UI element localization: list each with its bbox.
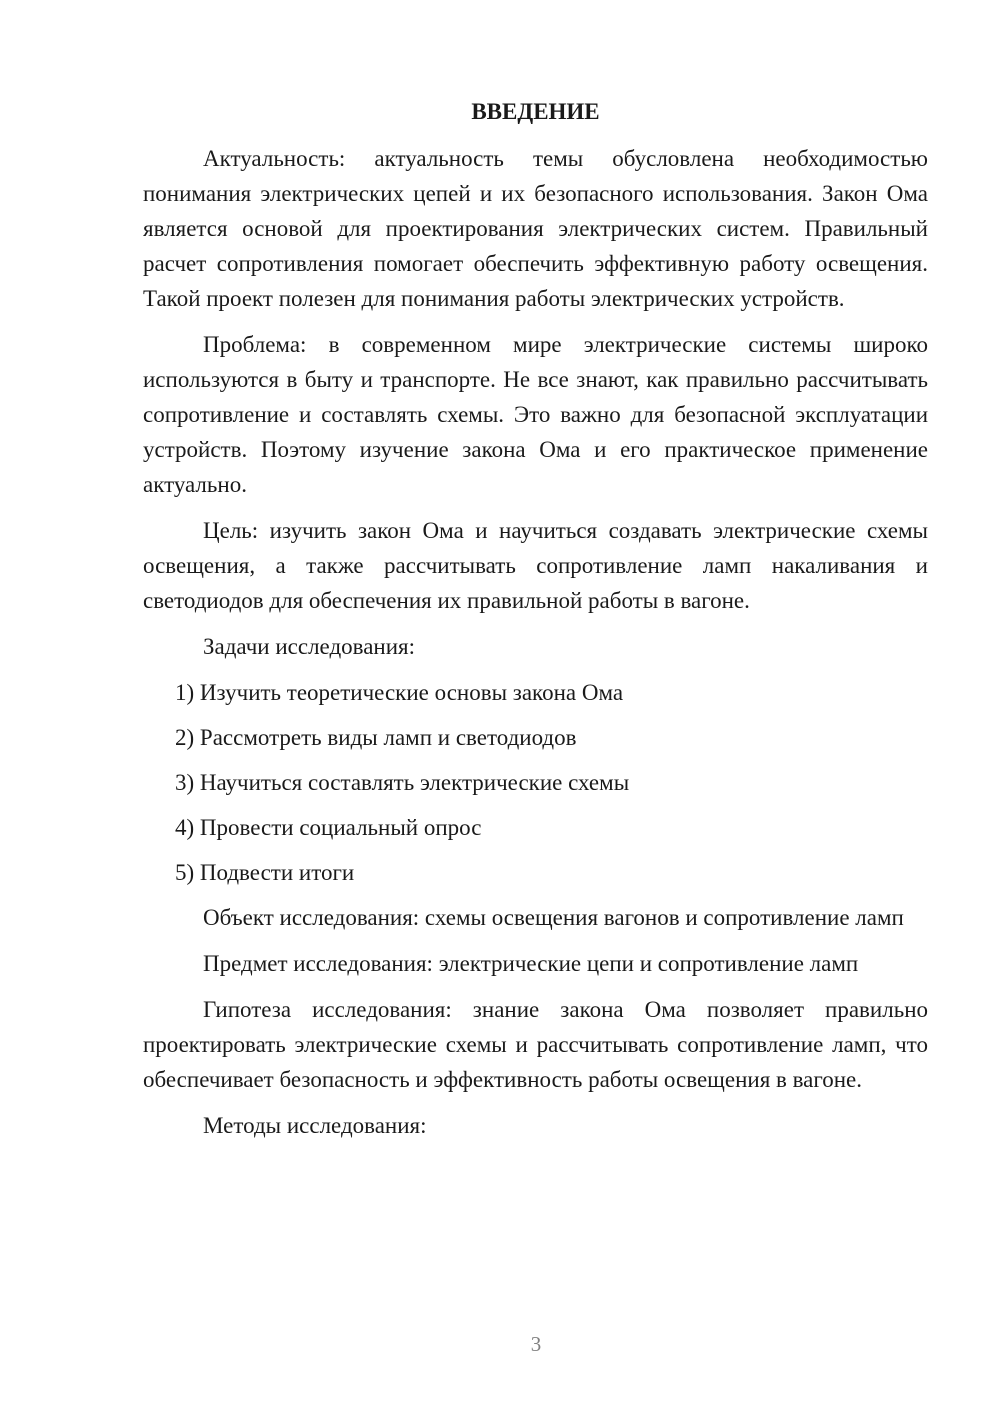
paragraph-hypothesis: Гипотеза исследования: знание закона Ома позволяет правильно проектировать электрические схемы и рассчитывать сопротивление ламп, что обеспечивает безопасность и эффективность работы освещения в вагоне. — [143, 997, 928, 1092]
task-item: 2) Рассмотреть виды ламп и светодиодов — [175, 725, 577, 750]
paragraph-subject: Предмет исследования: электрические цепи и сопротивление ламп — [203, 951, 859, 976]
task-item: 1) Изучить теоретические основы закона Ома — [175, 680, 624, 705]
paragraph-object: Объект исследования: схемы освещения вагонов и сопротивление ламп — [203, 905, 904, 930]
page-number: 3 — [530, 1332, 542, 1356]
paragraph-goal: Цель: изучить закон Ома и научиться создавать электрические схемы освещения, а также рассчитывать сопротивление ламп накаливания и светодиодов для обеспечения их правильной работы в вагоне. — [143, 518, 928, 613]
task-item: 4) Провести социальный опрос — [175, 815, 482, 840]
paragraph-relevance: Актуальность: актуальность темы обусловлена необходимостью понимания электрических цепей и их безопасного использования. Закон Ома является основой для проектирования электрических систем. Правильный расчет сопротивления помогает обеспечить эффективную работу освещения. Такой проект полезен для понимания работы электрических устройств. — [143, 146, 928, 311]
task-item: 3) Научиться составлять электрические схемы — [175, 770, 630, 795]
paragraph-methods: Методы исследования: — [203, 1113, 427, 1138]
paragraph-problem: Проблема: в современном мире электрические системы широко используются в быту и транспорте. Не все знают, как правильно рассчитывать сопротивление и составлять схемы. Это важно для безопасной эксплуатации устройств. Поэтому изучение закона Ома и его практическое применение актуально. — [143, 332, 928, 497]
section-title: ВВЕДЕНИЕ — [471, 99, 600, 124]
tasks-list — [143, 675, 928, 890]
task-item: 5) Подвести итоги — [175, 860, 355, 885]
page-content — [143, 94, 928, 1154]
tasks-heading: Задачи исследования: — [203, 634, 416, 659]
